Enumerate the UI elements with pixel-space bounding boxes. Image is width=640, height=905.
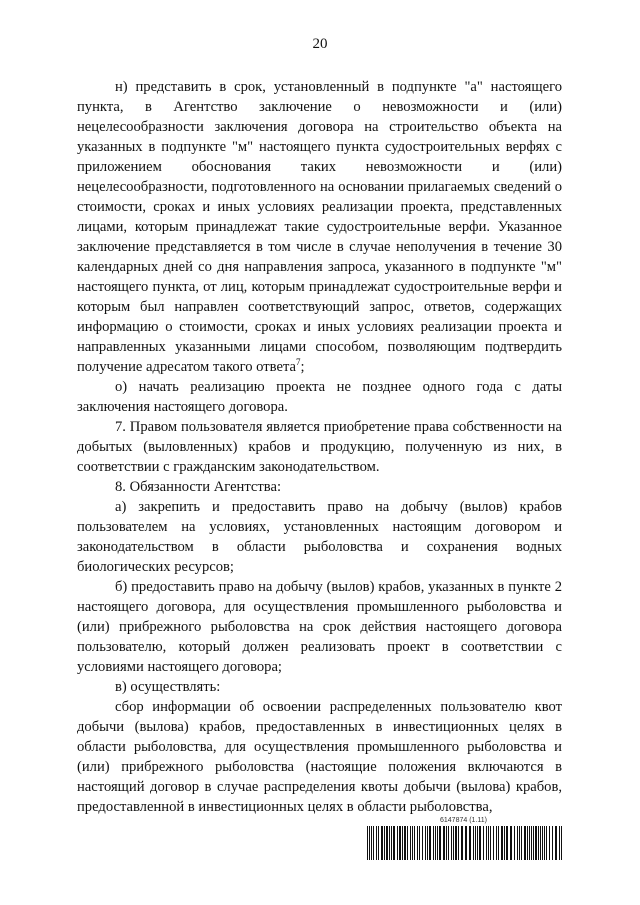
paragraph-8b: б) предоставить право на добычу (вылов) крабов, указанных в пункте 2 настоящего договора, для осуществления промышленного рыболовства и (или) прибрежного рыболовства на срок действия настоящего договора пользователю, который должен реализовать проект в соответствии с условиями настоящего договора;: [77, 579, 562, 675]
paragraph-punctuation: ;: [300, 359, 305, 375]
paragraph-8v: в) осуществлять:: [115, 679, 221, 695]
paragraph-8a: а) закрепить и предоставить право на добычу (вылов) крабов пользователем на условиях, установленных настоящим договором и законодательством в области рыболовства и сохранения водных биологических ресурсов;: [77, 499, 562, 575]
document-body: [77, 77, 562, 817]
paragraph-8: 8. Обязанности Агентства:: [115, 479, 282, 495]
paragraph-text: н) представить в срок, установленный в подпункте "а" настоящего пункта, в Агентство заключение о невозможности и (или) нецелесообразности заключения договора на строительство объекта на указанных в подпункте "м" настоящего пункта судостроительных верфях с приложением обоснования таких невозможности и (или) нецелесообразности, подготовленного на основании прилагаемых сведений о стоимости, сроках и иных условиях реализации проекта, представленных лицами, которым принадлежат такие судостроительные верфи. Указанное заключение представляется в том числе в случае неполучения в течение 30 календарных дней со дня направления запроса, указанного в подпункте "м" настоящего пункта, от лиц, которым принадлежат судостроительные верфи и которым был направлен соответствующий запрос, ответов, содержащих информацию о стоимости, сроках и иных условиях реализации проекта и направленных указанными лицами способом, позволяющим подтвердить получение адресатом такого ответа: [77, 79, 562, 375]
document-code: 6147874 (1.11): [440, 817, 487, 824]
paragraph-8v-1: сбор информации об освоении распределенных пользователю квот добычи (вылова) крабов, предоставленных в инвестиционных целях в области рыболовства, для осуществления промышленного рыболовства и (или) прибрежного рыболовства (настоящие положения включаются в настоящий договор в случае распределения квоты добычи (вылова) крабов, предоставленной в инвестиционных целях в области рыболовства,: [77, 699, 562, 815]
page-number: 20: [312, 36, 328, 52]
footnote-mark: 7: [295, 357, 301, 368]
paragraph-7: 7. Правом пользователя является приобретение права собственности на добытых (выловленных) крабов и продукцию, полученную из них, в соответствии с гражданским законодательством.: [77, 419, 562, 475]
paragraph-o: о) начать реализацию проекта не позднее одного года с даты заключения настоящего договора.: [77, 379, 562, 415]
barcode-icon: [367, 826, 563, 860]
paragraph-n: [77, 77, 562, 377]
